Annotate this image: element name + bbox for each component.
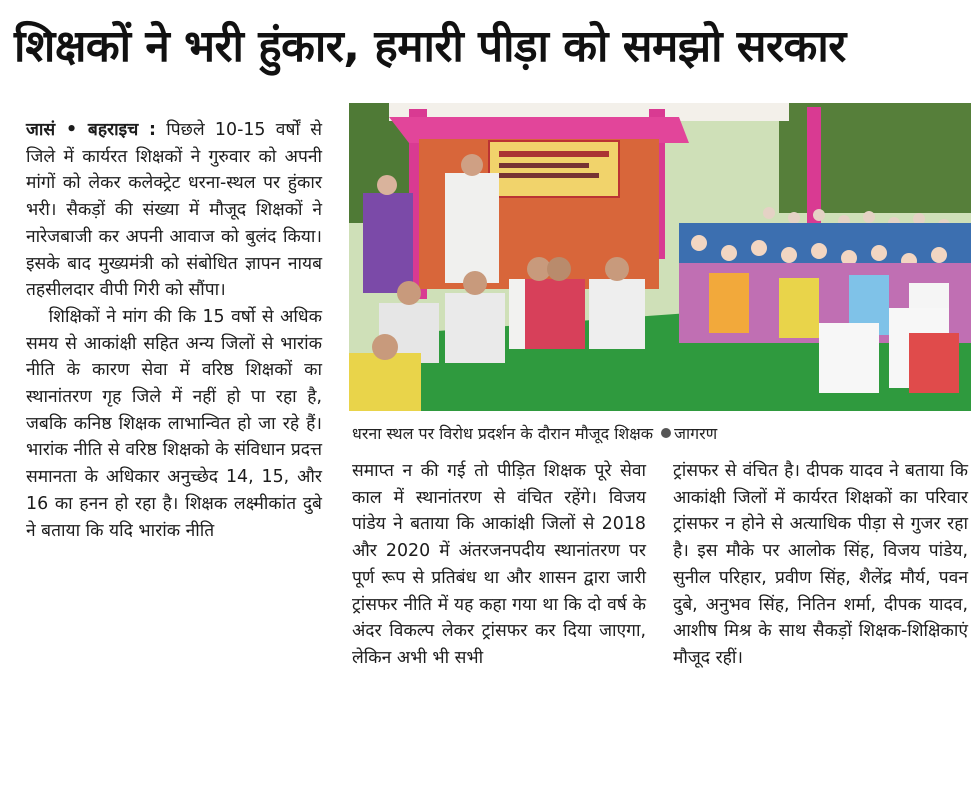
article-column-2	[352, 458, 646, 672]
headline: शिक्षकों ने भरी हुंकार, हमारी पीड़ा को समझो सरकार	[14, 21, 846, 72]
protest-photo-illustration	[349, 103, 971, 411]
paragraph-1	[26, 117, 322, 304]
news-photo	[349, 103, 971, 411]
article-column-1	[26, 117, 322, 544]
paragraph-4: ट्रांसफर से वंचित है। दीपक यादव ने बताया कि आकांक्षी जिलों में कार्यरत शिक्षकों का परिवार ट्रांसफर न होने से अत्याधिक पीड़ा से गुजर रहा है। इस मौके पर आलोक सिंह, विजय पांडेय, सुनील परिहार, प्रवीण सिंह, शैलेंद्र मौर्य, पवन दुबे, अनुभव सिंह, नितिन शर्मा, दीपक यादव, आशीष मिश्र के साथ सैकड़ों शिक्षक-शिक्षिकाएं मौजूद रहीं।	[673, 461, 968, 668]
paragraph-2: शिक्षिकों ने मांग की कि 15 वर्षो से अधिक समय से आकांक्षी सहित अन्य जिलों से भारांक नीति के कारण सेवा में वरिष्ठ शिक्षकों का स्थानांतरण गृह जिले में नहीं हो पा रहा है, जबकि कनिष्ठ शिक्षक लाभान्वित हो जा रहे हैं। भारांक नीति से वरिष्ठ शिक्षको के संविधान प्रदत्त समानता के अधिकार अनुच्छेद 14, 15, और 16 का हनन हो रहा है। शिक्षक लक्ष्मीकांत दुबे ने बताया कि यदि भारांक नीति	[26, 306, 322, 541]
photo-credit: जागरण	[674, 424, 718, 443]
photo-caption	[352, 423, 972, 445]
paragraph-3: समाप्त न की गई तो पीड़ित शिक्षक पूरे सेवा काल में स्थानांतरण से वंचित रहेंगे। विजय पांडेय ने बताया कि आकांक्षी जिलों से 2018 और 2020 में अंतरजनपदीय स्थानांतरण पर पूर्ण रूप से प्रतिबंध था और शासन द्वारा जारी ट्रांसफर नीति में यह कहा गया था कि दो वर्ष के अंदर विकल्प लेकर ट्रांसफर कर दिया जाएगा, लेकिन अभी भी सभी	[352, 461, 646, 668]
dateline: जासं • बहराइच :	[26, 120, 157, 140]
article-column-3	[673, 458, 968, 672]
bullet-dot-icon	[661, 428, 671, 438]
caption-text: धरना स्थल पर विरोध प्रदर्शन के दौरान मौजूद शिक्षक	[352, 424, 653, 443]
paragraph-1-text: पिछले 10-15 वर्षों से जिले में कार्यरत शिक्षकों ने गुरुवार को अपनी मांगों को लेकर कलेक्ट्रेट धरना-स्थल पर हुंकार भरी। सैकड़ों की संख्या में मौजूद शिक्षकों ने नारेजबाजी कर अपनी आवाज को बुलंद किया। इसके बाद मुख्यमंत्री को संबोधित ज्ञापन नायब तहसीलदार वीपी गिरी को सौंपा।	[26, 120, 323, 301]
